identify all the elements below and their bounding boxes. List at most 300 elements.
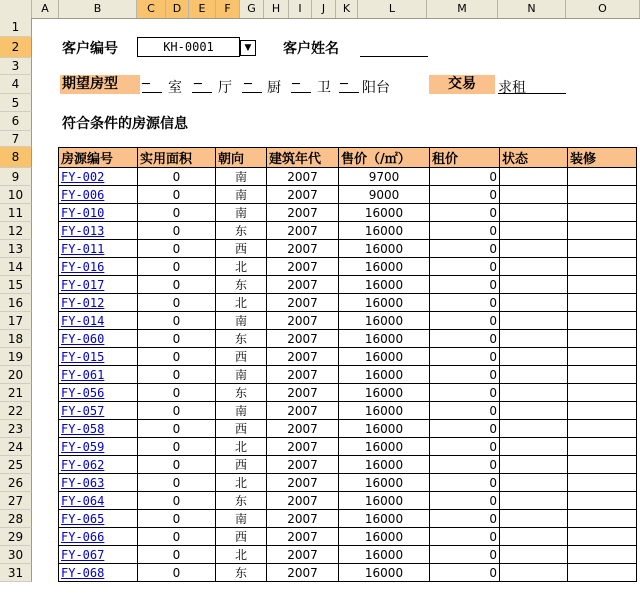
cell-listing-id[interactable]: [59, 492, 138, 510]
cell-listing-id[interactable]: [59, 276, 138, 294]
cell-listing-id[interactable]: [59, 348, 138, 366]
row-header-4[interactable]: 4: [0, 75, 32, 94]
table-row: [59, 492, 637, 510]
header-listing-id[interactable]: 房源编号: [59, 148, 138, 168]
row-header-15[interactable]: 15: [0, 276, 32, 294]
cell-status[interactable]: [500, 204, 568, 222]
listing-link[interactable]: FY-061: [61, 367, 105, 382]
cell-area[interactable]: 0: [138, 474, 216, 492]
listing-link[interactable]: FY-011: [61, 241, 105, 256]
column-header-e[interactable]: E: [189, 0, 216, 18]
cell-year[interactable]: 2007: [267, 186, 339, 204]
trade-value-field[interactable]: 求租: [498, 77, 566, 94]
cell-status[interactable]: [500, 294, 568, 312]
cell-rent[interactable]: 0: [430, 222, 500, 240]
column-header-b[interactable]: B: [59, 0, 137, 18]
row-header-6[interactable]: 6: [0, 112, 32, 131]
cell-status[interactable]: [500, 186, 568, 204]
row-header-7[interactable]: 7: [0, 131, 32, 147]
cell-orientation[interactable]: 南: [216, 186, 267, 204]
listing-link[interactable]: FY-068: [61, 565, 105, 580]
cell-sale-price[interactable]: 16000: [339, 294, 430, 312]
table-row: [59, 186, 637, 204]
cell-rent[interactable]: 0: [430, 528, 500, 546]
cell-sale-price[interactable]: 16000: [339, 528, 430, 546]
cell-listing-id[interactable]: [59, 510, 138, 528]
cell-area[interactable]: 0: [138, 420, 216, 438]
table-row: [59, 420, 637, 438]
header-status[interactable]: 状态: [500, 148, 568, 168]
cell-year[interactable]: 2007: [267, 438, 339, 456]
listing-link[interactable]: FY-013: [61, 223, 105, 238]
cell-decoration[interactable]: [568, 438, 637, 456]
cell-decoration[interactable]: [568, 276, 637, 294]
cell-decoration[interactable]: [568, 366, 637, 384]
header-decoration[interactable]: 装修: [568, 148, 637, 168]
cell-orientation[interactable]: 西: [216, 420, 267, 438]
cell-decoration[interactable]: [568, 294, 637, 312]
customer-id-label: 客户编号: [62, 41, 118, 57]
column-header-d[interactable]: D: [166, 0, 189, 18]
cell-area[interactable]: 0: [138, 402, 216, 420]
cell-year[interactable]: 2007: [267, 528, 339, 546]
cell-year[interactable]: 2007: [267, 258, 339, 276]
cell-rent[interactable]: 0: [430, 240, 500, 258]
column-header-o[interactable]: O: [566, 0, 640, 18]
cell-decoration[interactable]: [568, 186, 637, 204]
trade-label: 交易: [429, 75, 495, 94]
cell-rent[interactable]: 0: [430, 492, 500, 510]
table-row: [59, 474, 637, 492]
cell-area[interactable]: 0: [138, 528, 216, 546]
row-header-2[interactable]: 2: [0, 37, 32, 58]
cell-status[interactable]: [500, 546, 568, 564]
cell-area[interactable]: 0: [138, 186, 216, 204]
cell-area[interactable]: 0: [138, 312, 216, 330]
cell-sale-price[interactable]: 16000: [339, 456, 430, 474]
cell-listing-id[interactable]: [59, 438, 138, 456]
cell-listing-id[interactable]: [59, 312, 138, 330]
cell-year[interactable]: 2007: [267, 510, 339, 528]
cell-orientation[interactable]: 东: [216, 276, 267, 294]
row-header-23[interactable]: 23: [0, 420, 32, 438]
cell-decoration[interactable]: [568, 546, 637, 564]
cell-listing-id[interactable]: [59, 240, 138, 258]
cell-listing-id[interactable]: [59, 564, 138, 582]
cell-listing-id[interactable]: [59, 294, 138, 312]
cell-listing-id[interactable]: [59, 168, 138, 186]
cell-decoration[interactable]: [568, 564, 637, 582]
table-row: [59, 276, 637, 294]
cell-year[interactable]: 2007: [267, 294, 339, 312]
cell-sale-price[interactable]: 16000: [339, 312, 430, 330]
row-header-1[interactable]: 1: [0, 18, 32, 37]
row-header-16[interactable]: 16: [0, 294, 32, 312]
cell-area[interactable]: 0: [138, 348, 216, 366]
row-header-19[interactable]: 19: [0, 348, 32, 366]
cell-year[interactable]: 2007: [267, 492, 339, 510]
cell-decoration[interactable]: [568, 528, 637, 546]
table-row: [59, 294, 637, 312]
row-header-5[interactable]: 5: [0, 94, 32, 112]
listing-link[interactable]: FY-006: [61, 187, 105, 202]
table-row: [59, 384, 637, 402]
cell-orientation[interactable]: 东: [216, 384, 267, 402]
cell-orientation[interactable]: 东: [216, 330, 267, 348]
cell-year[interactable]: 2007: [267, 384, 339, 402]
row-header-29[interactable]: 29: [0, 528, 32, 546]
room-ting-label: 厅: [218, 80, 232, 96]
row-header-25[interactable]: 25: [0, 456, 32, 474]
table-row: [59, 546, 637, 564]
row-header-14[interactable]: 14: [0, 258, 32, 276]
cell-rent[interactable]: 0: [430, 366, 500, 384]
cell-sale-price[interactable]: 16000: [339, 348, 430, 366]
cell-rent[interactable]: 0: [430, 330, 500, 348]
cell-sale-price[interactable]: 16000: [339, 366, 430, 384]
cell-orientation[interactable]: 北: [216, 294, 267, 312]
chevron-down-icon[interactable]: ▼: [240, 40, 256, 56]
cell-year[interactable]: 2007: [267, 312, 339, 330]
cell-orientation[interactable]: 西: [216, 456, 267, 474]
listing-link[interactable]: FY-002: [61, 169, 105, 184]
column-header-f[interactable]: F: [216, 0, 240, 18]
cell-listing-id[interactable]: [59, 402, 138, 420]
cell-decoration[interactable]: [568, 456, 637, 474]
table-row: [59, 510, 637, 528]
cell-rent[interactable]: 0: [430, 474, 500, 492]
cell-year[interactable]: 2007: [267, 474, 339, 492]
cell-orientation[interactable]: 北: [216, 474, 267, 492]
kitchen-count-field[interactable]: [242, 92, 262, 93]
cell-sale-price[interactable]: 16000: [339, 420, 430, 438]
listing-link[interactable]: FY-067: [61, 547, 105, 562]
cell-status[interactable]: [500, 330, 568, 348]
cell-orientation[interactable]: 南: [216, 510, 267, 528]
cell-area[interactable]: 0: [138, 294, 216, 312]
table-row: [59, 312, 637, 330]
cell-listing-id[interactable]: [59, 384, 138, 402]
cell-status[interactable]: [500, 168, 568, 186]
table-row: [59, 240, 637, 258]
cell-listing-id[interactable]: [59, 330, 138, 348]
row-header-17[interactable]: 17: [0, 312, 32, 330]
cell-status[interactable]: [500, 438, 568, 456]
column-header-m[interactable]: M: [427, 0, 498, 18]
room-wei-label: 卫: [317, 80, 331, 96]
cell-status[interactable]: [500, 456, 568, 474]
cell-status[interactable]: [500, 492, 568, 510]
listing-link[interactable]: FY-016: [61, 259, 105, 274]
balcony-count-field[interactable]: [339, 92, 359, 93]
listing-link[interactable]: FY-014: [61, 313, 105, 328]
cell-area[interactable]: 0: [138, 330, 216, 348]
listing-link[interactable]: FY-012: [61, 295, 105, 310]
cell-listing-id[interactable]: [59, 204, 138, 222]
cell-area[interactable]: 0: [138, 492, 216, 510]
cell-decoration[interactable]: [568, 402, 637, 420]
cell-sale-price[interactable]: 16000: [339, 330, 430, 348]
cell-sale-price[interactable]: 16000: [339, 204, 430, 222]
cell-orientation[interactable]: 西: [216, 528, 267, 546]
cell-area[interactable]: 0: [138, 384, 216, 402]
listing-link[interactable]: FY-063: [61, 475, 105, 490]
column-header-n[interactable]: N: [498, 0, 566, 18]
row-header-9[interactable]: 9: [0, 168, 32, 186]
header-rent[interactable]: 租价: [430, 148, 500, 168]
cell-area[interactable]: 0: [138, 222, 216, 240]
cell-decoration[interactable]: [568, 258, 637, 276]
bath-count-field[interactable]: [291, 92, 311, 93]
cell-year[interactable]: 2007: [267, 420, 339, 438]
listing-link[interactable]: FY-057: [61, 403, 105, 418]
cell-status[interactable]: [500, 510, 568, 528]
cell-year[interactable]: 2007: [267, 204, 339, 222]
cell-area[interactable]: 0: [138, 564, 216, 582]
row-header-22[interactable]: 22: [0, 402, 32, 420]
select-all-corner[interactable]: [0, 0, 32, 18]
cell-orientation[interactable]: 北: [216, 438, 267, 456]
cell-sale-price[interactable]: 9700: [339, 168, 430, 186]
cell-orientation[interactable]: 南: [216, 312, 267, 330]
cell-decoration[interactable]: [568, 510, 637, 528]
table-row: [59, 222, 637, 240]
listing-link[interactable]: FY-065: [61, 511, 105, 526]
cell-listing-id[interactable]: [59, 222, 138, 240]
listing-link[interactable]: FY-059: [61, 439, 105, 454]
cell-rent[interactable]: 0: [430, 168, 500, 186]
cell-area[interactable]: 0: [138, 204, 216, 222]
cell-status[interactable]: [500, 222, 568, 240]
cell-area[interactable]: 0: [138, 438, 216, 456]
cell-year[interactable]: 2007: [267, 366, 339, 384]
row-header-10[interactable]: 10: [0, 186, 32, 204]
cell-orientation[interactable]: 南: [216, 168, 267, 186]
section-title: 符合条件的房源信息: [62, 116, 188, 132]
cell-rent[interactable]: 0: [430, 294, 500, 312]
cell-decoration[interactable]: [568, 492, 637, 510]
cell-status[interactable]: [500, 474, 568, 492]
cell-year[interactable]: 2007: [267, 348, 339, 366]
row-header-20[interactable]: 20: [0, 366, 32, 384]
cell-sale-price[interactable]: 16000: [339, 564, 430, 582]
listing-link[interactable]: FY-062: [61, 457, 105, 472]
cell-area[interactable]: 0: [138, 258, 216, 276]
cell-decoration[interactable]: [568, 240, 637, 258]
cell-decoration[interactable]: [568, 474, 637, 492]
cell-area[interactable]: 0: [138, 276, 216, 294]
cell-year[interactable]: 2007: [267, 222, 339, 240]
cell-listing-id[interactable]: [59, 366, 138, 384]
cell-status[interactable]: [500, 366, 568, 384]
room-shi-label: 室: [168, 80, 182, 96]
cell-year[interactable]: 2007: [267, 564, 339, 582]
cell-orientation[interactable]: 北: [216, 546, 267, 564]
room-yangtai-label: 阳台: [362, 80, 390, 96]
column-header-g[interactable]: G: [240, 0, 264, 18]
row-header-3[interactable]: 3: [0, 58, 32, 75]
cell-rent[interactable]: 0: [430, 564, 500, 582]
listing-link[interactable]: FY-058: [61, 421, 105, 436]
cell-sale-price[interactable]: 16000: [339, 510, 430, 528]
cell-rent[interactable]: 0: [430, 276, 500, 294]
cell-rent[interactable]: 0: [430, 510, 500, 528]
customer-id-dropdown[interactable]: KH-0001: [137, 37, 240, 57]
cell-decoration[interactable]: [568, 168, 637, 186]
table-row: [59, 168, 637, 186]
row-header-11[interactable]: 11: [0, 204, 32, 222]
row-header-21[interactable]: 21: [0, 384, 32, 402]
cell-decoration[interactable]: [568, 348, 637, 366]
cell-sale-price[interactable]: 16000: [339, 384, 430, 402]
cell-area[interactable]: 0: [138, 510, 216, 528]
cell-listing-id[interactable]: [59, 528, 138, 546]
cell-status[interactable]: [500, 420, 568, 438]
column-header-k[interactable]: K: [336, 0, 358, 18]
row-header-12[interactable]: 12: [0, 222, 32, 240]
listing-link[interactable]: FY-066: [61, 529, 105, 544]
cell-status[interactable]: [500, 564, 568, 582]
column-header-a[interactable]: A: [32, 0, 59, 18]
row-header-28[interactable]: 28: [0, 510, 32, 528]
cell-year[interactable]: 2007: [267, 546, 339, 564]
cell-orientation[interactable]: 南: [216, 204, 267, 222]
cell-listing-id[interactable]: [59, 456, 138, 474]
cell-sale-price[interactable]: 16000: [339, 546, 430, 564]
column-header-bar: [0, 0, 640, 19]
cell-sale-price[interactable]: 16000: [339, 258, 430, 276]
cell-sale-price[interactable]: 16000: [339, 438, 430, 456]
cell-rent[interactable]: 0: [430, 456, 500, 474]
customer-name-field[interactable]: [360, 40, 428, 57]
cell-orientation[interactable]: 南: [216, 402, 267, 420]
cell-listing-id[interactable]: [59, 186, 138, 204]
cell-listing-id[interactable]: [59, 546, 138, 564]
cell-rent[interactable]: 0: [430, 402, 500, 420]
cell-rent[interactable]: 0: [430, 546, 500, 564]
cell-status[interactable]: [500, 276, 568, 294]
cell-year[interactable]: 2007: [267, 330, 339, 348]
column-header-j[interactable]: J: [312, 0, 336, 18]
cell-sale-price[interactable]: 16000: [339, 240, 430, 258]
header-orientation[interactable]: 朝向: [216, 148, 267, 168]
cell-listing-id[interactable]: [59, 420, 138, 438]
cell-sale-price[interactable]: 16000: [339, 276, 430, 294]
cell-orientation[interactable]: 东: [216, 492, 267, 510]
listing-link[interactable]: FY-060: [61, 331, 105, 346]
table-header-row: [59, 148, 637, 168]
row-header-31[interactable]: 31: [0, 564, 32, 582]
cell-year[interactable]: 2007: [267, 168, 339, 186]
cell-area[interactable]: 0: [138, 240, 216, 258]
room-count-field[interactable]: [142, 92, 162, 93]
cell-sale-price[interactable]: 16000: [339, 402, 430, 420]
cell-sale-price[interactable]: 16000: [339, 474, 430, 492]
cell-area[interactable]: 0: [138, 456, 216, 474]
cell-orientation[interactable]: 东: [216, 564, 267, 582]
cell-decoration[interactable]: [568, 312, 637, 330]
cell-orientation[interactable]: 西: [216, 348, 267, 366]
row-header-13[interactable]: 13: [0, 240, 32, 258]
row-header-8[interactable]: 8: [0, 147, 32, 168]
cell-listing-id[interactable]: [59, 474, 138, 492]
table-row: [59, 528, 637, 546]
cell-area[interactable]: 0: [138, 366, 216, 384]
cell-year[interactable]: 2007: [267, 456, 339, 474]
cell-rent[interactable]: 0: [430, 438, 500, 456]
listing-link[interactable]: FY-017: [61, 277, 105, 292]
cell-year[interactable]: 2007: [267, 402, 339, 420]
row-header-27[interactable]: 27: [0, 492, 32, 510]
cell-year[interactable]: 2007: [267, 240, 339, 258]
row-header-18[interactable]: 18: [0, 330, 32, 348]
cell-orientation[interactable]: 东: [216, 222, 267, 240]
cell-area[interactable]: 0: [138, 168, 216, 186]
header-sale-price[interactable]: 售价（/㎡）: [339, 148, 430, 168]
column-header-i[interactable]: I: [289, 0, 312, 18]
table-row: [59, 330, 637, 348]
cell-rent[interactable]: 0: [430, 258, 500, 276]
cell-sale-price[interactable]: 9000: [339, 186, 430, 204]
cell-rent[interactable]: 0: [430, 204, 500, 222]
column-header-h[interactable]: H: [264, 0, 289, 18]
row-header-24[interactable]: 24: [0, 438, 32, 456]
header-area[interactable]: 实用面积: [138, 148, 216, 168]
row-header-26[interactable]: 26: [0, 474, 32, 492]
table-row: [59, 204, 637, 222]
header-year[interactable]: 建筑年代: [267, 148, 339, 168]
row-header-30[interactable]: 30: [0, 546, 32, 564]
cell-year[interactable]: 2007: [267, 276, 339, 294]
listing-link[interactable]: FY-010: [61, 205, 105, 220]
listing-link[interactable]: FY-015: [61, 349, 105, 364]
cell-orientation[interactable]: 北: [216, 258, 267, 276]
cell-rent[interactable]: 0: [430, 420, 500, 438]
listing-table: [58, 147, 637, 582]
cell-decoration[interactable]: [568, 330, 637, 348]
cell-area[interactable]: 0: [138, 546, 216, 564]
table-row: [59, 258, 637, 276]
hall-count-field[interactable]: [192, 92, 212, 93]
listing-link[interactable]: FY-064: [61, 493, 105, 508]
cell-decoration[interactable]: [568, 222, 637, 240]
cell-status[interactable]: [500, 240, 568, 258]
column-header-l[interactable]: L: [358, 0, 427, 18]
column-header-c[interactable]: C: [137, 0, 166, 18]
cell-rent[interactable]: 0: [430, 384, 500, 402]
table-row: [59, 564, 637, 582]
cell-sale-price[interactable]: 16000: [339, 492, 430, 510]
table-row: [59, 402, 637, 420]
cell-status[interactable]: [500, 384, 568, 402]
cell-listing-id[interactable]: [59, 258, 138, 276]
cell-rent[interactable]: 0: [430, 186, 500, 204]
listing-link[interactable]: FY-056: [61, 385, 105, 400]
cell-status[interactable]: [500, 528, 568, 546]
cell-orientation[interactable]: 南: [216, 366, 267, 384]
cell-orientation[interactable]: 西: [216, 240, 267, 258]
cell-status[interactable]: [500, 312, 568, 330]
cell-decoration[interactable]: [568, 204, 637, 222]
cell-status[interactable]: [500, 348, 568, 366]
cell-status[interactable]: [500, 402, 568, 420]
cell-decoration[interactable]: [568, 420, 637, 438]
cell-sale-price[interactable]: 16000: [339, 222, 430, 240]
cell-rent[interactable]: 0: [430, 312, 500, 330]
cell-rent[interactable]: 0: [430, 348, 500, 366]
cell-status[interactable]: [500, 258, 568, 276]
cell-decoration[interactable]: [568, 384, 637, 402]
